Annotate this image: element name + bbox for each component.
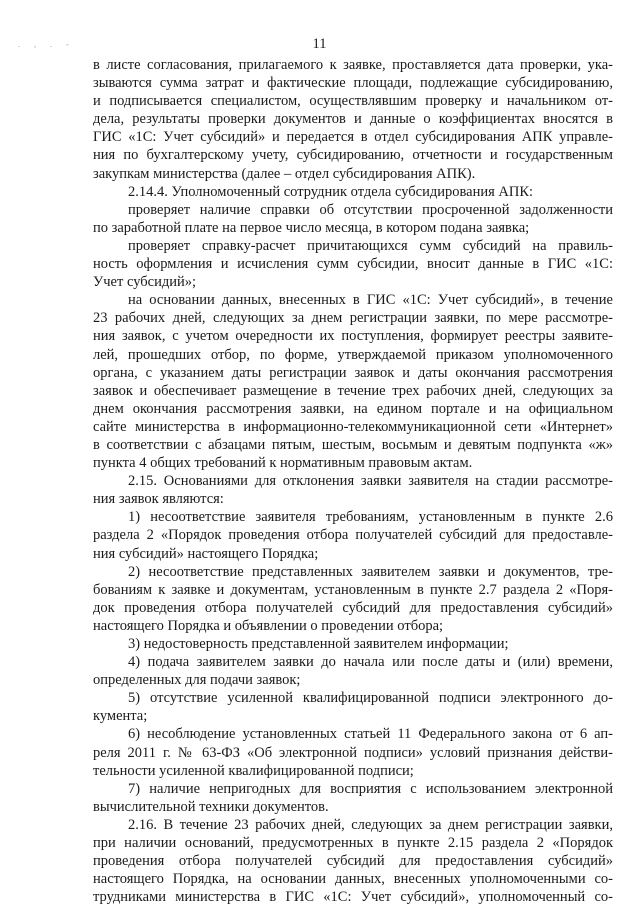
document-body bbox=[93, 56, 613, 906]
text-line: по заработной плате на первое число месяца, в котором подана заявка; bbox=[93, 219, 530, 236]
text-line: вычислительной техники документов. bbox=[93, 798, 329, 815]
text-line: 23 рабочих дней, следующих за днем регистрации заявки, по мере рассмотре- bbox=[93, 310, 613, 327]
text-line: в соответствии с абзацами пятым, шестым, восьмым и девятым подпункта «ж» bbox=[93, 436, 613, 453]
text-line: проведения отбора получателей субсидий для предоставления субсидий» bbox=[93, 853, 613, 870]
text-line: ГИС «1С: Учет субсидий» и передается в отдел субсидирования АПК управле- bbox=[93, 129, 613, 146]
text-line: проверяет справку-расчет причитающихся сумм субсидий на правиль- bbox=[128, 237, 613, 254]
text-line: органа, с указанием даты регистрации заявок и даты окончания рассмотрения bbox=[93, 364, 613, 381]
text-line: бованиям к заявке и документам, установленным в пункте 2.7 раздела 2 «Поря- bbox=[93, 581, 613, 598]
text-line: дела, результаты проверки документов и данные о коэффициентах вносятся в bbox=[93, 111, 613, 128]
text-line: ность оформления и исчисления сумм субсидии, вносит данные в ГИС «1С: bbox=[93, 256, 613, 273]
text-line: 2) несоответствие представленных заявителем заявки и документов, тре- bbox=[128, 563, 613, 580]
text-line: в листе согласования, прилагаемого к заявке, проставляется дата проверки, ука- bbox=[93, 57, 613, 73]
text-line: при наличии оснований, предусмотренных в пункте 2.15 раздела 2 «Порядок bbox=[93, 835, 613, 852]
text-line: 6) несоблюдение установленных статьей 11 Федерального закона от 6 ап- bbox=[128, 726, 613, 743]
text-line: ния заявок являются: bbox=[93, 491, 224, 508]
text-line: 3) недостоверность представленной заявителем информации; bbox=[128, 636, 509, 652]
text-line: лей, прошедших отбор, по форме, утверждаемой приказом уполномоченного bbox=[93, 346, 613, 363]
text-line: закупкам министерства (далее – отдел субсидирования АПК). bbox=[93, 165, 476, 182]
text-line: настоящего Порядка и объявлении о проведении отбора; bbox=[93, 617, 444, 634]
text-line: раздела 2 «Порядок проведения отбора получателей субсидий для предоставле- bbox=[93, 527, 613, 544]
text-line: проверяет наличие справки об отсутствии просроченной задолженности bbox=[128, 201, 613, 218]
scan-specks: . , . - bbox=[18, 40, 75, 49]
text-line: и подписывается специалистом, осуществлявшим проверку и начальником от- bbox=[93, 93, 613, 110]
text-line: 5) отсутствие усиленной квалифицированной подписи электронного до- bbox=[128, 690, 613, 707]
text-line: настоящего Порядка, на основании данных, внесенных уполномоченными со- bbox=[93, 871, 613, 888]
text-line: кумента; bbox=[93, 708, 148, 725]
text-line: ния по бухгалтерскому учету, субсидированию, отчетности и государственным bbox=[93, 147, 613, 164]
text-line: 2.14.4. Уполномоченный сотрудник отдела субсидирования АПК: bbox=[128, 183, 534, 200]
text-line: 4) подача заявителем заявки до начала или после даты и (или) времени, bbox=[128, 654, 613, 671]
text-line: 7) наличие непригодных для восприятия с использованием электронной bbox=[128, 780, 613, 797]
text-line: ния заявок, с учетом очередности их поступления, формирует реестры заявите- bbox=[93, 328, 613, 345]
page-number: 11 bbox=[312, 36, 327, 52]
text-line: док проведения отбора получателей субсидий для предоставления субсидий» bbox=[93, 599, 613, 616]
text-line: днем окончания рассмотрения заявки, на едином портале и на официальном bbox=[93, 400, 613, 417]
text-line: 1) несоответствие заявителя требованиям, установленным в пункте 2.6 bbox=[128, 509, 613, 526]
text-line: реля 2011 г. № 63-ФЗ «Об электронной подписи» условий признания действи- bbox=[93, 744, 613, 761]
text-line: сайте министерства в информационно-телекоммуникационной сети «Интернет» bbox=[93, 418, 613, 435]
text-line: на основании данных, внесенных в ГИС «1С: Учет субсидий», в течение bbox=[128, 292, 613, 309]
text-line: Учет субсидий»; bbox=[93, 274, 197, 291]
text-line: пункта 4 общих требований к нормативным правовым актам. bbox=[93, 455, 473, 472]
text-line: определенных для подачи заявок; bbox=[93, 672, 301, 689]
text-line: 2.16. В течение 23 рабочих дней, следующих за днем регистрации заявки, bbox=[128, 816, 613, 833]
text-line: заявок и обеспечивает размещение в течение трех рабочих дней, следующих за bbox=[93, 382, 613, 399]
text-line: ния субсидий» настоящего Порядка; bbox=[93, 545, 319, 562]
text-line: трудниками министерства в ГИС «1С: Учет субсидий», уполномоченный со- bbox=[93, 889, 613, 906]
text-line: тельности усиленной квалифицированной подписи; bbox=[93, 762, 414, 779]
text-line: зываются сумма затрат и фактические площади, подлежащие субсидированию, bbox=[93, 75, 613, 92]
text-line: 2.15. Основаниями для отклонения заявки заявителя на стадии рассмотре- bbox=[128, 473, 613, 490]
